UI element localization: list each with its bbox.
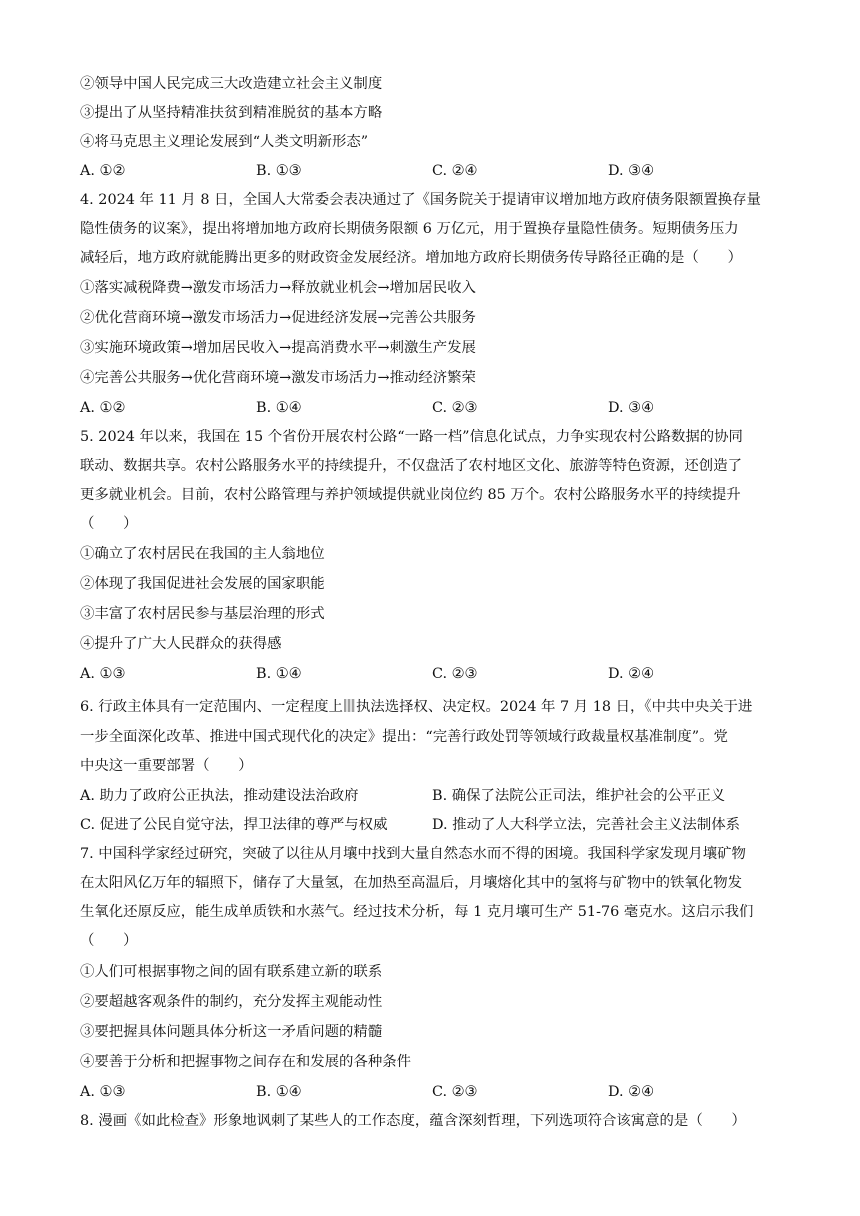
q5-option-b[interactable]: B. ①④ bbox=[256, 666, 302, 682]
q7-option-a[interactable]: A. ①③ bbox=[80, 1084, 126, 1100]
q6-options-row-2 bbox=[80, 815, 780, 835]
q6-option-d[interactable]: D. 推动了人大科学立法，完善社会主义法制体系 bbox=[432, 817, 740, 833]
q8-stem: 8. 漫画《如此检查》形象地讽刺了某些人的工作态度，蕴含深刻哲理，下列选项符合该寓意的是（ ） bbox=[80, 1113, 746, 1129]
q5-stem-line-1: 5. 2024 年以来，我国在 15 个省份开展农村公路“一路一档”信息化试点，力争实现农村公路数据的协同 bbox=[80, 429, 743, 445]
q4-option-a[interactable]: A. ①② bbox=[80, 400, 126, 416]
q6-option-b[interactable]: B. 确保了法院公正司法，维护社会的公平正义 bbox=[432, 788, 726, 804]
q3-option-c[interactable]: C. ②④ bbox=[432, 163, 478, 179]
q3-option-d[interactable]: D. ③④ bbox=[608, 163, 654, 179]
q3-item-2: ②领导中国人民完成三大改造建立社会主义制度 bbox=[80, 76, 383, 92]
q4-option-c[interactable]: C. ②③ bbox=[432, 400, 478, 416]
q5-item-4: ④提升了广大人民群众的获得感 bbox=[80, 636, 282, 652]
q4-option-d[interactable]: D. ③④ bbox=[608, 400, 654, 416]
q7-options bbox=[80, 1082, 780, 1102]
q6-stem-line-3: 中央这一重要部署（ ） bbox=[80, 758, 253, 774]
q5-option-d[interactable]: D. ②④ bbox=[608, 666, 654, 682]
q6-stem-line-2: 一步全面深化改革、推进中国式现代化的决定》提出：“完善行政处罚等领域行政裁量权基准制度”。党 bbox=[80, 729, 728, 745]
q7-stem-line-4: （ ） bbox=[80, 933, 138, 949]
q4-options bbox=[80, 398, 780, 418]
q4-stem-line-2: 隐性债务的议案》，提出将增加地方政府长期债务限额 6 万亿元，用于置换存量隐性债务。短期债务压力 bbox=[80, 221, 739, 237]
q5-stem-line-2: 联动、数据共享。农村公路服务水平的持续提升，不仅盘活了农村地区文化、旅游等特色资源，还创造了 bbox=[80, 458, 742, 474]
q7-item-4: ④要善于分析和把握事物之间存在和发展的各种条件 bbox=[80, 1054, 411, 1070]
q4-option-b[interactable]: B. ①④ bbox=[256, 400, 302, 416]
q4-stem-line-1: 4. 2024 年 11 月 8 日，全国人大常委会表决通过了《国务院关于提请审议增加地方政府债务限额置换存量 bbox=[80, 192, 761, 208]
q4-item-1: ①落实减税降费→激发市场活力→释放就业机会→增加居民收入 bbox=[80, 280, 476, 296]
q6-option-c[interactable]: C. 促进了公民自觉守法，捍卫法律的尊严与权威 bbox=[80, 817, 388, 833]
q6-stem-line-1 bbox=[80, 697, 780, 717]
q7-option-b[interactable]: B. ①④ bbox=[256, 1084, 302, 1100]
q3-item-3: ③提出了从坚持精准扶贫到精准脱贫的基本方略 bbox=[80, 105, 383, 121]
q7-item-2: ②要超越客观条件的制约，充分发挥主观能动性 bbox=[80, 994, 383, 1010]
q6-stem-line-1-part-2: 执法选择权、决定权。2024 年 7 月 18 日，《中共中央关于进 bbox=[355, 699, 753, 715]
q7-stem-line-1: 7. 中国科学家经过研究，突破了以往从月壤中找到大量自然态水而不得的困境。我国科学家发现月壤矿物 bbox=[80, 846, 746, 862]
q5-option-a[interactable]: A. ①③ bbox=[80, 666, 126, 682]
q7-option-c[interactable]: C. ②③ bbox=[432, 1084, 478, 1100]
q7-stem-line-2: 在太阳风亿万年的辐照下，储存了大量氢，在加热至高温后，月壤熔化其中的氢将与矿物中的铁氧化物发 bbox=[80, 875, 742, 891]
q4-item-4: ④完善公共服务→优化营商环境→激发市场活力→推动经济繁荣 bbox=[80, 370, 476, 386]
watermark-mark-icon bbox=[344, 699, 355, 712]
q5-stem-line-3: 更多就业机会。目前，农村公路管理与养护领域提供就业岗位约 85 万个。农村公路服务水平的持续提升 bbox=[80, 487, 741, 503]
q3-option-a[interactable]: A. ①② bbox=[80, 163, 126, 179]
q5-item-3: ③丰富了农村居民参与基层治理的形式 bbox=[80, 606, 325, 622]
q7-item-1: ①人们可根据事物之间的固有联系建立新的联系 bbox=[80, 964, 383, 980]
q7-option-d[interactable]: D. ②④ bbox=[608, 1084, 654, 1100]
q6-stem-line-1-part-1: 6. 行政主体具有一定范围内、一定程度上 bbox=[80, 699, 343, 715]
q4-stem-line-3: 减轻后，地方政府就能腾出更多的财政资金发展经济。增加地方政府长期债务传导路径正确的是（ ） bbox=[80, 250, 742, 266]
q7-stem-line-3: 生氧化还原反应，能生成单质铁和水蒸气。经过技术分析，每 1 克月壤可生产 51-76 毫克水。这启示我们 bbox=[80, 904, 754, 920]
q7-item-3: ③要把握具体问题具体分析这一矛盾问题的精髓 bbox=[80, 1024, 383, 1040]
q5-option-c[interactable]: C. ②③ bbox=[432, 666, 478, 682]
q4-item-3: ③实施环境政策→增加居民收入→提高消费水平→刺激生产发展 bbox=[80, 340, 476, 356]
q6-option-a[interactable]: A. 助力了政府公正执法，推动建设法治政府 bbox=[80, 788, 359, 804]
q3-options bbox=[80, 161, 780, 181]
q5-stem-line-4: （ ） bbox=[80, 516, 138, 532]
q6-options-row-1 bbox=[80, 786, 780, 806]
q3-item-4: ④将马克思主义理论发展到“人类文明新形态” bbox=[80, 134, 369, 150]
q5-item-2: ②体现了我国促进社会发展的国家职能 bbox=[80, 576, 325, 592]
q4-item-2: ②优化营商环境→激发市场活力→促进经济发展→完善公共服务 bbox=[80, 310, 476, 326]
q5-item-1: ①确立了农村居民在我国的主人翁地位 bbox=[80, 546, 325, 562]
q3-option-b[interactable]: B. ①③ bbox=[256, 163, 302, 179]
q5-options bbox=[80, 664, 780, 684]
